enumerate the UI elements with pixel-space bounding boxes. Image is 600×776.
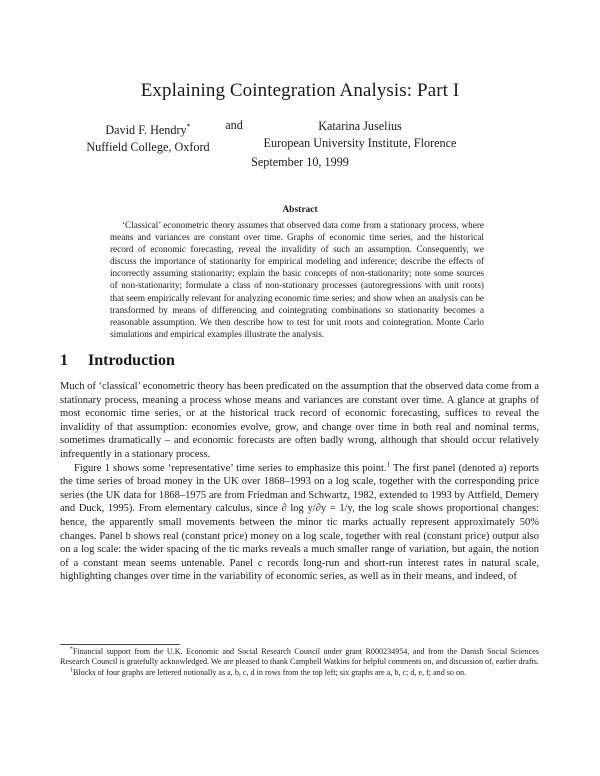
section-number: 1 — [60, 352, 68, 369]
footnote-divider — [60, 644, 180, 645]
paragraph-text: Figure 1 shows some ‘representative’ time series to emphasize this point. — [74, 462, 387, 474]
author-affiliation: European University Institute, Florence — [263, 136, 457, 150]
section-heading — [60, 352, 175, 370]
author-name: Katarina Juselius — [318, 119, 402, 133]
author-hendry — [68, 118, 228, 156]
author-footnote-mark: * — [186, 122, 191, 131]
author-name: David F. Hendry — [105, 123, 187, 138]
footnote-mark: * — [70, 646, 73, 653]
abstract-heading: Abstract — [282, 205, 318, 215]
author-affiliation: Nuffield College, Oxford — [86, 140, 210, 155]
paragraph: Much of ‘classical’ econometric theory has been predicated on the assumption that the observed data come from a stationary process, meaning a process whose means and variances are constant over time. A glance at graphs of most economic time series, or at the historical track record of economic forecasting, suffices to reveal the invalidity of that assumption: economies evolve, grow, and change over time in both real and nominal terms, sometimes dramatically – and economic forecasts are often badly wrong, although that should occur relatively infrequently in a stationary process. — [60, 381, 539, 460]
paper-date: September 10, 1999 — [251, 155, 349, 169]
footnote — [60, 647, 539, 668]
footnote-text: Blocks of four graphs are lettered notionally as a, b, c, d in rows from the top left; six graphs are a, b, c; d, e, f; and so on. — [73, 667, 467, 677]
section-body — [60, 380, 539, 584]
footnote — [60, 668, 539, 678]
section-title: Introduction — [88, 352, 175, 369]
footnote-reference[interactable]: 1 — [386, 460, 391, 469]
paragraph-text: The first panel (denoted a) reports the time series of broad money in the UK over 1868–1993 on a log scale, together with the corresponding price series (the UK data for 1868–1975 are from Friedman and Schwartz, 1982, extended to 1993 by Attfield, Demery and Duck, 1995). From elementary calculus, since ∂ log y/∂y = 1/y, the log scale shows proportional changes: hence, the apparently small movements between the minor tic marks actually represent approximately 50% changes. Panel b shows real (constant price) money on a log scale, together with real (constant price) output also on a log scale: the wider spacing of the tic marks reveals a much smaller range of variation, but again, the notion of a constant mean seems untenable. Panel c records long-run and short-run interest rates in natural scale, highlighting changes over time in the variability of economic series, as well as in their means, and indeed, of — [60, 462, 539, 583]
paper-title: Explaining Cointegration Analysis: Part I — [140, 80, 460, 101]
abstract-text: ‘Classical’ econometric theory assumes that observed data come from a stationary process, where means and variances are constant over time. Graphs of economic time series, and the historical record of economic forecasting, reveal the invalidity of such an assumption. Consequently, we discuss the importance of stationarity for empirical modeling and inference; describe the effects of incorrectly assuming stationarity; explain the basic concepts of non-stationarity; note some sources of non-stationarity; formulate a class of non-stationary processes (autoregressions with unit roots) that seem empirically relevant for analyzing economic time series; and show when an analysis can be transformed by means of differencing and cointegrating combinations so stationarity becomes a reasonable assumption. We then describe how to test for unit roots and cointegration. Monte Carlo simulations and empirical examples illustrate the analysis. — [110, 220, 484, 339]
footnotes — [60, 647, 539, 678]
author-conjunction: and — [225, 118, 243, 132]
author-juselius — [262, 118, 458, 152]
paragraph — [60, 462, 539, 584]
footnote-mark: 1 — [70, 667, 73, 674]
footnote-text: Financial support from the U.K. Economic and Social Research Council under grant R000234954, and from the Danish Social Sciences Research Council is gratefully acknowledged. We are pleased to thank Campbell Watkins for helpful comments on, and discussion of, earlier drafts. — [60, 647, 539, 667]
